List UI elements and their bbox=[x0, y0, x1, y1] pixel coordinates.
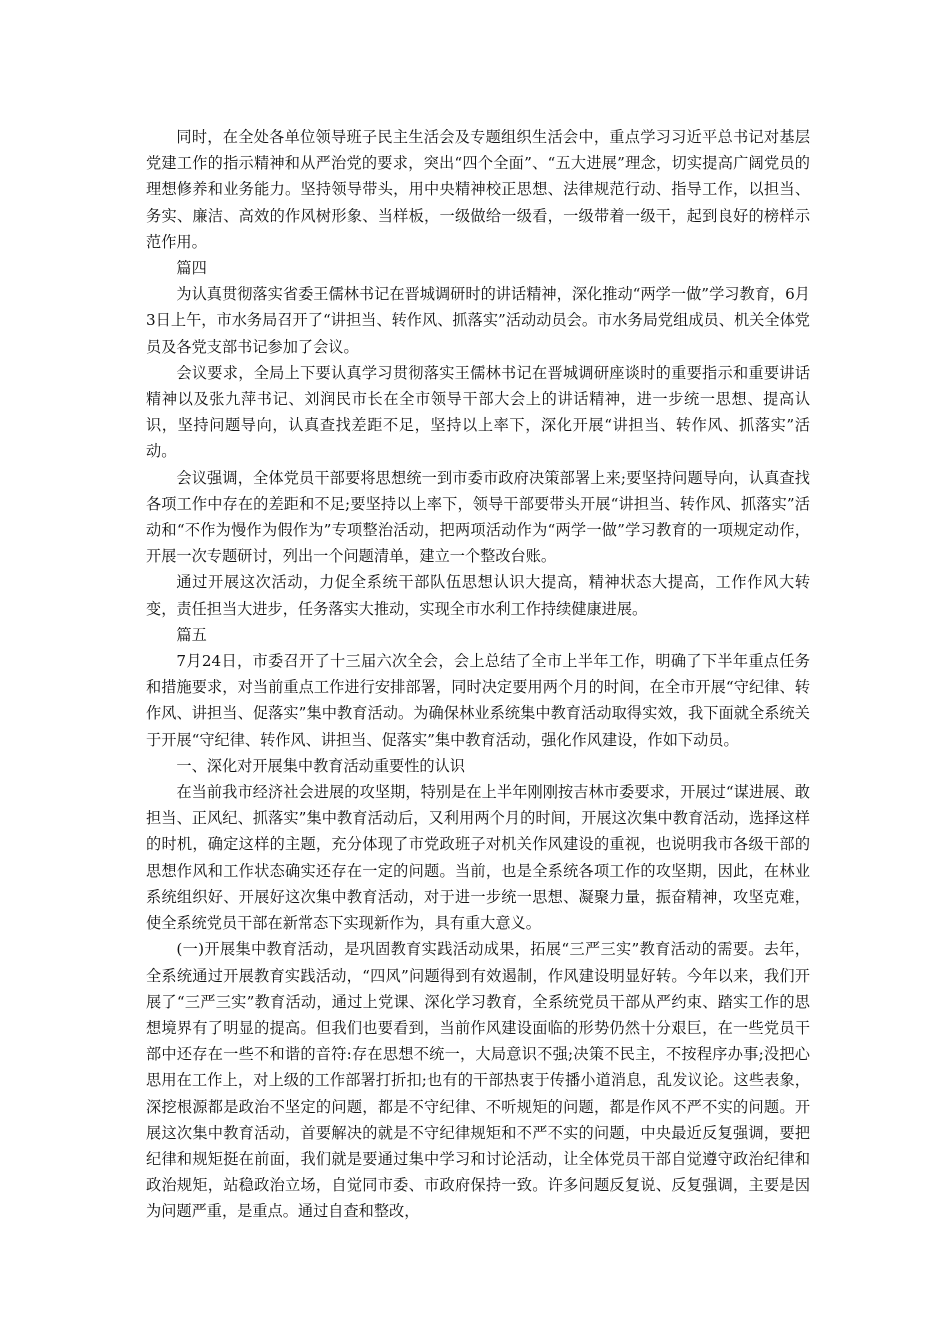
paragraph: 为认真贯彻落实省委王儒林书记在晋城调研时的讲话精神，深化推动“两学一做”学习教育，6月3日上午，市水务局召开了“讲担当、转作风、抓落实”活动动员会。市水务局党组成员、机关全体党员及各党支部书记参加了会议。 bbox=[146, 285, 810, 356]
paragraph: 在当前我市经济社会进展的攻坚期，特别是在上半年刚刚按吉林市委要求，开展过“谋进展、敢担当、正风纪、抓落实”集中教育活动后，又利用两个月的时间，开展这次集中教育活动，选择这样的时机，确定这样的主题，充分体现了市党政班子对机关作风建设的重视，也说明我市各级干部的思想作风和工作状态确实还存在一定的问题。当前，也是全系统各项工作的攻坚期，因此，在林业系统组织好、开展好这次集中教育活动，对于进一步统一思想、凝聚力量，振奋精神，攻坚克难，使全系统党员干部在新常态下实现新作为，具有重大意义。 bbox=[146, 783, 810, 933]
paragraph: 7月24日，市委召开了十三届六次全会，会上总结了全市上半年工作，明确了下半年重点任务和措施要求，对当前重点工作进行安排部署，同时决定要用两个月的时间，在全市开展“守纪律、转作风、讲担当、促落实”集中教育活动。为确保林业系统集中教育活动取得实效，我下面就全系统关于开展“守纪律、转作风、讲担当、促落实”集中教育活动，强化作风建设，作如下动员。 bbox=[146, 652, 810, 749]
paragraph: 会议强调，全体党员干部要将思想统一到市委市政府决策部署上来;要坚持问题导向，认真查找各项工作中存在的差距和不足;要坚持以上率下，领导干部要带头开展“讲担当、转作风、抓落实”活动和“不作为慢作为假作为”专项整治活动，把两项活动作为“两学一做”学习教育的一项规定动作，开展一次专题研讨，列出一个问题清单，建立一个整改台账。 bbox=[146, 468, 810, 566]
paragraph: 通过开展这次活动，力促全系统干部队伍思想认识大提高，精神状态大提高，工作作风大转变，责任担当大进步，任务落实大推动，实现全市水利工作持续健康进展。 bbox=[146, 573, 810, 618]
paragraph: 会议要求，全局上下要认真学习贯彻落实王儒林书记在晋城调研座谈时的重要指示和重要讲话精神以及张九萍书记、刘润民市长在全市领导干部大会上的讲话精神，进一步统一思想、提高认识，坚持问题导向，认真查找差距不足，坚持以上率下，深化开展“讲担当、转作风、抓落实”活动。 bbox=[146, 363, 810, 461]
section-heading: 篇五 bbox=[176, 625, 207, 644]
paragraph: 同时，在全处各单位领导班子民主生活会及专题组织生活会中，重点学习习近平总书记对基层党建工作的指示精神和从严治党的要求，突出“四个全面”、“五大进展”理念，切实提高广阔党员的理想修养和业务能力。坚持领导带头，用中央精神校正思想、法律规范行动、指导工作，以担当、务实、廉洁、高效的作风树形象、当样板，一级做给一级看，一级带着一级干，起到良好的榜样示范作用。 bbox=[146, 128, 810, 251]
section-heading: 一、深化对开展集中教育活动重要性的认识 bbox=[176, 756, 465, 775]
paragraph: (一)开展集中教育活动，是巩固教育实践活动成果，拓展“三严三实”教育活动的需要。去年，全系统通过开展教育实践活动，“四风”问题得到有效遏制，作风建设明显好转。今年以来，我们开展了“三严三实”教育活动，通过上党课、深化学习教育，全系统党员干部从严约束、踏实工作的思想境界有了明显的提高。但我们也要看到，当前作风建设面临的形势仍然十分艰巨，在一些党员干部中还存在一些不和谐的音符:存在思想不统一，大局意识不强;决策不民主，不按程序办事;没把心思用在工作上，对上级的工作部署打折扣;也有的干部热衷于传播小道消息，乱发议论。这些表象，深挖根源都是政治不坚定的问题，都是不守纪律、不听规矩的问题，都是作风不严不实的问题。开展这次集中教育活动，首要解决的就是不守纪律规矩和不严不实的问题，中央最近反复强调，要把纪律和规矩挺在前面，我们就是要通过集中学习和讨论活动，让全体党员干部自觉遵守政治纪律和政治规矩，站稳政治立场，自觉同市委、市政府保持一致。许多问题反复说、反复强调，主要是因为问题严重，是重点。通过自查和整改， bbox=[146, 940, 810, 1221]
section-heading: 篇四 bbox=[176, 259, 207, 278]
document-page bbox=[146, 124, 810, 1225]
